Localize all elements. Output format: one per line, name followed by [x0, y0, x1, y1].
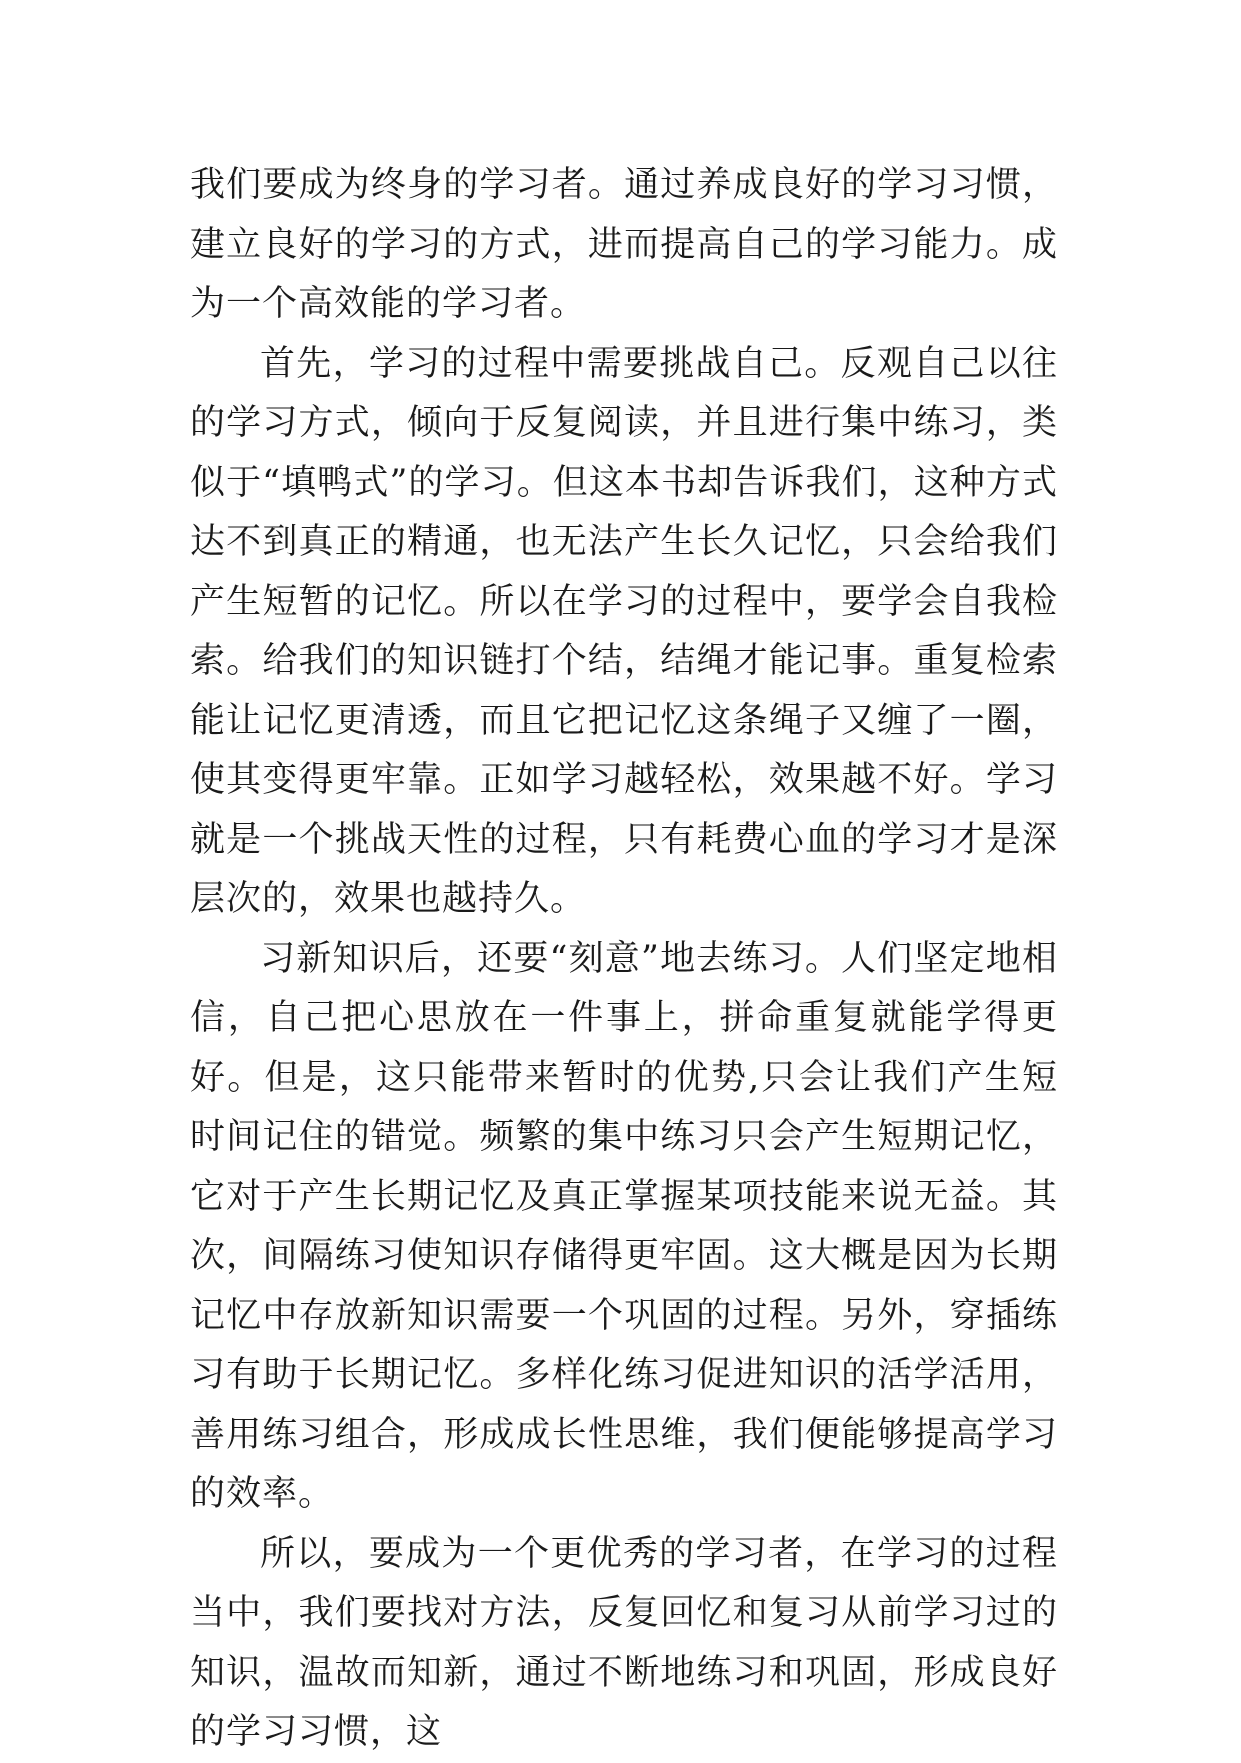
body-text [190, 156, 1058, 1763]
paragraph-3: 习新知识后，还要“刻意”地去练习。人们坚定地相信，自己把心思放在一件事上，拼命重复就能学得更好。但是，这只能带来暂时的优势,只会让我们产生短时间记住的错觉。频繁的集中练习只会产生短期记忆，它对于产生长期记忆及真正掌握某项技能来说无益。其次，间隔练习使知识存储得更牢固。这大概是因为长期记忆中存放新知识需要一个巩固的过程。另外，穿插练习有助于长期记忆。多样化练习促进知识的活学活用，善用练习组合，形成成长性思维，我们便能够提高学习的效率。 [190, 938, 1058, 1514]
paragraph-1: 我们要成为终身的学习者。通过养成良好的学习习惯，建立良好的学习的方式，进而提高自己的学习能力。成为一个高效能的学习者。 [190, 165, 1058, 324]
paragraph-4: 所以，要成为一个更优秀的学习者，在学习的过程当中，我们要找对方法，反复回忆和复习从前学习过的知识，温故而知新，通过不断地练习和巩固，形成良好的学习习惯，这 [190, 1533, 1058, 1752]
paragraph-2: 首先，学习的过程中需要挑战自己。反观自己以往的学习方式，倾向于反复阅读，并且进行集中练习，类似于“填鸭式”的学习。但这本书却告诉我们，这种方式达不到真正的精通，也无法产生长久记忆，只会给我们产生短暂的记忆。所以在学习的过程中，要学会自我检索。给我们的知识链打个结，结绳才能记事。重复检索能让记忆更清透，而且它把记忆这条绳子又缠了一圈，使其变得更牢靠。正如学习越轻松，效果越不好。学习就是一个挑战天性的过程，只有耗费心血的学习才是深层次的，效果也越持久。 [190, 343, 1058, 919]
